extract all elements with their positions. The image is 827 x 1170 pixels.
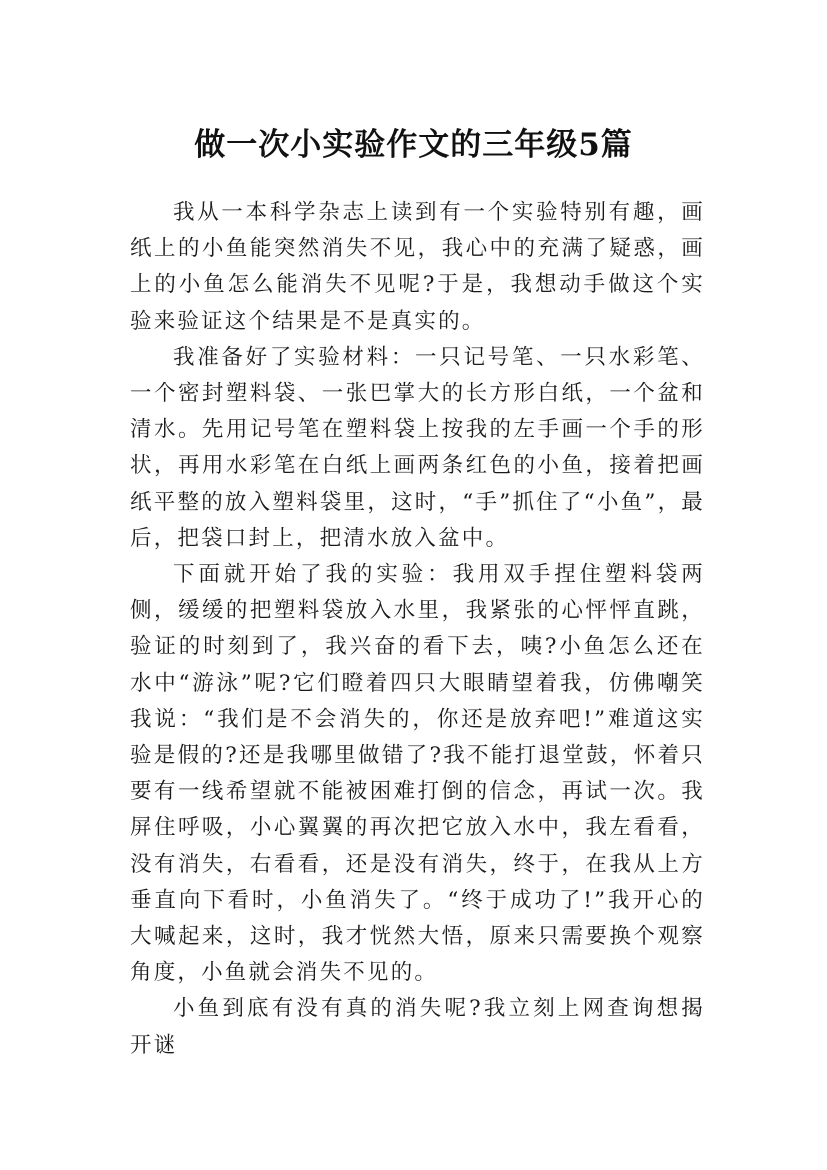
document-title: 做一次小实验作文的三年级5篇 (194, 126, 633, 163)
document-body (130, 195, 705, 1064)
paragraph: 我从一本科学杂志上读到有一个实验特别有趣，画纸上的小鱼能突然消失不见，我心中的充满了疑惑，画上的小鱼怎么能消失不见呢?于是，我想动手做这个实验来验证这个结果是不是真实的。 (130, 200, 705, 334)
paragraph: 下面就开始了我的实验：我用双手捏住塑料袋两侧，缓缓的把塑料袋放入水里，我紧张的心怦怦直跳，验证的时刻到了，我兴奋的看下去，咦?小鱼怎么还在水中“游泳”呢?它们瞪着四只大眼睛望着我，仿佛嘲笑我说：“我们是不会消失的，你还是放弃吧!”难道这实验是假的?还是我哪里做错了?我不能打退堂鼓，怀着只要有一线希望就不能被困难打倒的信念，再试一次。我屏住呼吸，小心翼翼的再次把它放入水中，我左看看，没有消失，右看看，还是没有消失，终于，在我从上方垂直向下看时，小鱼消失了。“终于成功了!”我开心的大喊起来，这时，我才恍然大悟，原来只需要换个观察角度，小鱼就会消失不见的。 (130, 562, 705, 986)
paragraph: 小鱼到底有没有真的消失呢?我立刻上网查询想揭开谜 (130, 996, 705, 1058)
paragraph: 我准备好了实验材料：一只记号笔、一只水彩笔、一个密封塑料袋、一张巴掌大的长方形白纸，一个盆和清水。先用记号笔在塑料袋上按我的左手画一个手的形状，再用水彩笔在白纸上画两条红色的小鱼，接着把画纸平整的放入塑料袋里，这时，“手”抓住了“小鱼”，最后，把袋口封上，把清水放入盆中。 (130, 344, 705, 551)
